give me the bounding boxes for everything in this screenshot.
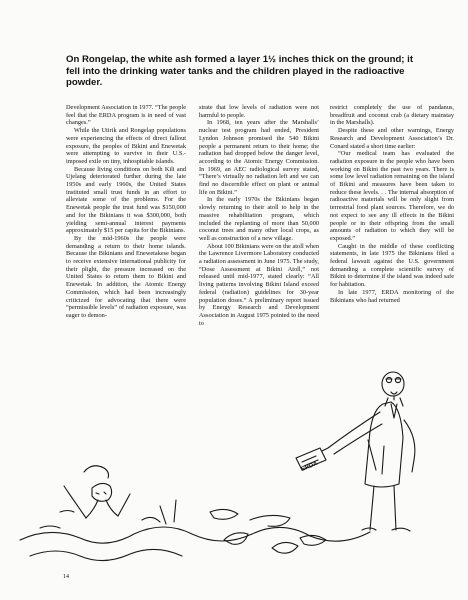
paragraph: Because living conditions on both Kili and Ujelang deteriorated further during the late 1950s and early 1960s, the United States instituted small trust funds in an effort to alleviate some of the problems. For the Enewetak people the trust fund was $150,000 and for the Bikinians it was $300,000, both yielding semi-annual interest payments approximately $15 per capita for the Bikinians. [66, 165, 186, 235]
paragraph: While the Utirik and Rongelap populations were experiencing the effects of direct fallout exposure, the peoples of Bikini and Enewetak were attempting to survive in their U.S.-imposed exile on tiny, inhospitable islands. [66, 127, 186, 165]
drowning-figure [40, 466, 130, 528]
paragraph: strate that low levels of radiation were not harmful to people. [199, 104, 319, 119]
official-figure [320, 372, 415, 531]
paragraph: About 100 Bikinians were on the atoll when the Lawrence Livermore Laboratory conducted a radiation assessment in June 1975. The study, “Dose Assessment at Bikini Atoll,” not released until mid-1977, stated clearly: “All living patterns involving Bikini Island exceed federal (radiation) guidelines for 30-year population doses.” A preliminary report issued by Energy Research and Development Association in August 1975 pointed to the need to [199, 242, 319, 327]
headline: On Rongelap, the white ash formed a layer 1½ inches thick on the ground; it fell into the drinking water tanks and the children played in the radioactive powder. [66, 54, 414, 89]
paragraph: “Our medical team has evaluated the radiation exposure in the people who have been working on Bikini the past two years. There is some low level radiation remaining on the island of Bikini and measures have been taken to reduce these levels. . . The internal absorption of radioactive materials will be only slight from terrestrial food plant sources. Therefore, we do not expect to see any ill effects in the Bikini people or in their offspring from the small amounts of radiation to which they will be exposed.” [330, 150, 454, 242]
paragraph: In the early 1970s the Bikinians began slowly returning to their atoll to help in the massive rehabilitation program, which included the replanting of more than 50,000 coconut trees and many other local crops, as well as construction of a new village. [199, 196, 319, 242]
paragraph: Caught in the middle of these conflicting statements, in late 1975 the Bikinians filed a federal lawsuit against the U.S. government demanding a complete scientific survey of Bikini to determine if the island was indeed safe for habitation. [330, 242, 454, 289]
paragraph: In 1968, ten years after the Marshalls’ nuclear test program had ended, President Lyndon Johnson promised the 540 Bikini people a permanent return to their home; the radiation had dropped below the danger level, according to the Atomic Energy Commission. In 1969, an AEC radiological survey stated, “There’s virtually no radiation left and we can find no discernible effect on plant or animal life on Bikini.” [199, 119, 319, 196]
document-label: ERDA [300, 460, 319, 473]
page-number: 14 [63, 574, 69, 580]
paragraph: In late 1977, ERDA monitoring of the Bikinians who had returned [330, 288, 454, 304]
document [296, 448, 326, 473]
water [20, 500, 370, 561]
paragraph: restrict completely the use of pandanus, breadfruit and coconut crab (a dietary mainstay in the Marshalls). [330, 104, 454, 127]
paragraph: Despite these and other warnings, Energy Research and Development Association’s Dr. Conard stated a short time earlier: [330, 127, 454, 150]
paragraph: By the mid-1960s the people were demanding a return to their home islands. Because the Bikinians and Enewetakese began to receive extensive international publicity for their plight, the pressure increased on the United States to return them to Bikini and Enewetak. In addition, the Atomic Energy Commission, which had been increasingly criticized for advocating that there were “permissible levels” of radiation exposure, was eager to demon- [66, 234, 186, 319]
paragraph: Development Association in 1977. “The people feel that the ERDA program is in need of vast changes.” [66, 104, 186, 127]
